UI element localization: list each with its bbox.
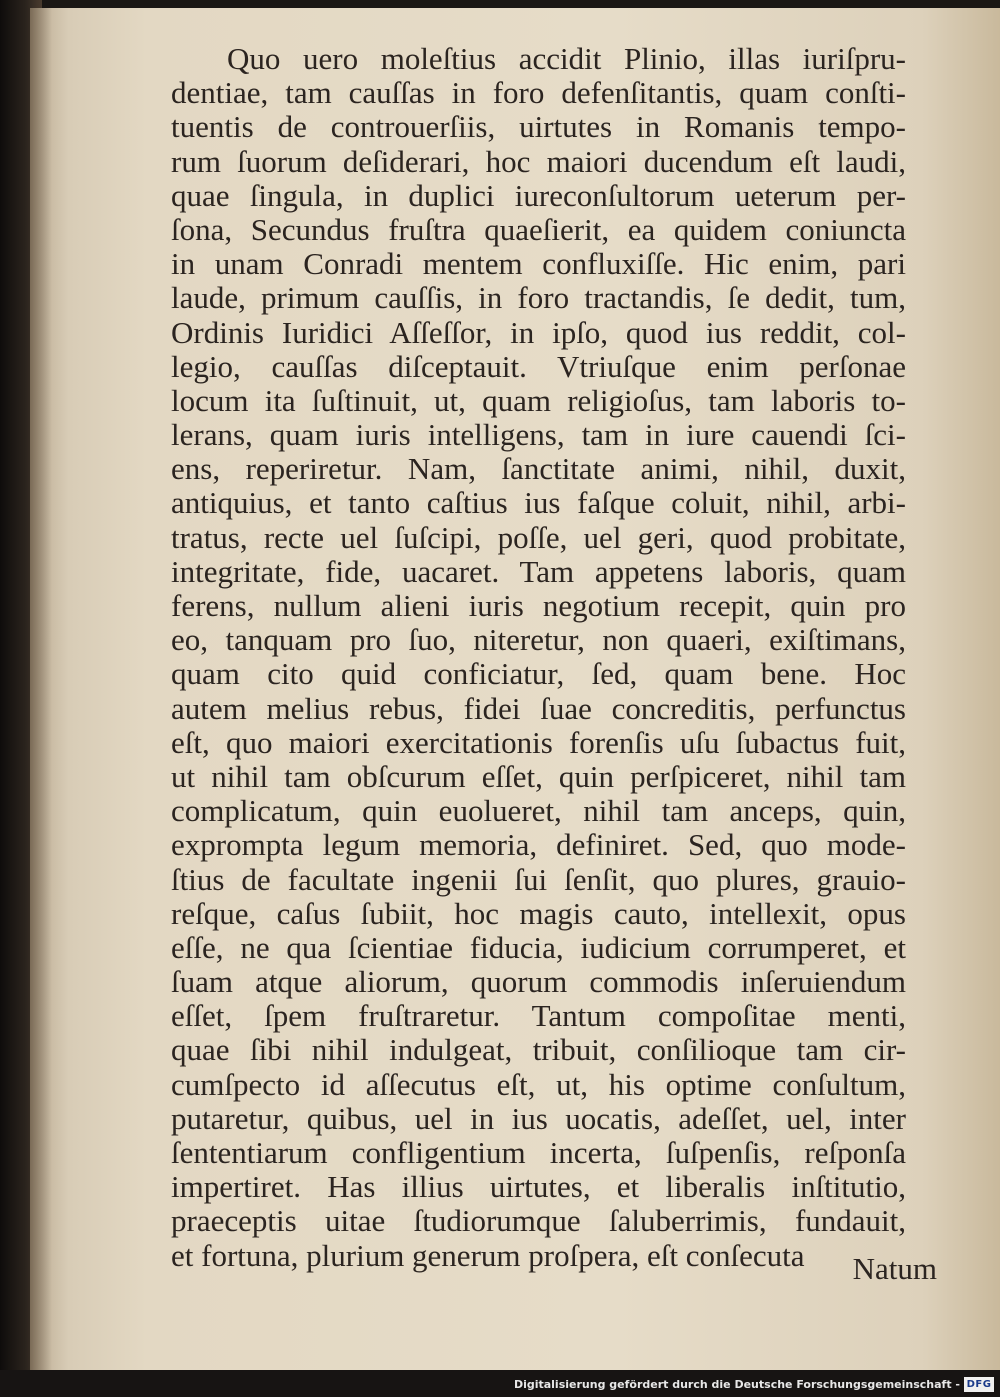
text-line: impertiret. Has illius uirtutes, et liberalis inſtitutio, (171, 1169, 906, 1205)
text-line: ut nihil tam obſcurum eſſet, quin perſpiceret, nihil tam (171, 758, 906, 794)
text-line: autem melius rebus, fidei ſuae concreditis, perfunctus (171, 690, 906, 726)
text-line: ens, reperiretur. Nam, ſanctitate animi, nihil, duxit, (171, 451, 906, 487)
text-line: quae ſingula, in duplici iureconſultorum ueterum per- (171, 177, 906, 213)
funding-credit: Digitalisierung gefördert durch die Deutsche Forschungsgemeinschaft - (513, 1378, 960, 1391)
text-line: ſtius de facultate ingenii ſui ſenſit, quo plures, grauio- (171, 861, 906, 897)
text-line: reſque, caſus ſubiit, hoc magis cauto, intellexit, opus (171, 895, 906, 931)
text-line: legio, cauſſas diſceptauit. Vtriuſque enim perſonae (171, 348, 906, 384)
text-line: quae ſibi nihil indulgeat, tribuit, conſilioque tam cir- (171, 1032, 906, 1068)
text-line: complicatum, quin euolueret, nihil tam anceps, quin, (171, 793, 906, 829)
text-line: antiquius, et tanto caſtius ius faſque coluit, nihil, arbi- (171, 485, 906, 521)
text-line: ſona, Secundus fruſtra quaeſierit, ea quidem coniuncta (171, 211, 906, 247)
text-line: eſſe, ne qua ſcientiae fiducia, iudicium corrumperet, et (171, 929, 906, 965)
text-line: dentiae, tam cauſſas in foro defenſitantis, quam conſti- (171, 75, 906, 111)
gutter-shadow (30, 8, 52, 1370)
digitization-footer (0, 1370, 1000, 1397)
catchword: Natum (852, 1251, 937, 1286)
text-line: tratus, recte uel ſuſcipi, poſſe, uel geri, quod probitate, (171, 519, 906, 555)
text-line: Quo uero moleſtius accidit Plinio, illas iuriſpru- (227, 41, 906, 76)
text-line: putaretur, quibus, uel in ius uocatis, adeſſet, uel, inter (171, 1100, 906, 1136)
text-line: cumſpecto id aſſecutus eſt, ut, his optime conſultum, (171, 1066, 906, 1102)
text-line: laude, primum cauſſis, in foro tractandis, ſe dedit, tum, (171, 280, 906, 316)
text-line: ſuam atque aliorum, quorum commodis inſeruiendum (171, 964, 906, 1000)
text-line: lerans, quam iuris intelligens, tam in iure cauendi ſci- (171, 417, 906, 453)
text-line: ferens, nullum alieni iuris negotium recepit, quin pro (171, 588, 906, 623)
text-line: exprompta legum memoria, definiret. Sed, quo mode- (171, 827, 906, 863)
text-line: locum ita ſuſtinuit, ut, quam religioſus, tam laboris to- (171, 382, 906, 418)
text-line: in unam Conradi mentem confluxiſſe. Hic enim, pari (171, 246, 906, 282)
text-line: quam cito quid conficiatur, ſed, quam bene. Hoc (171, 656, 906, 692)
text-line: Ordinis Iuridici Aſſeſſor, in ipſo, quod ius reddit, col- (171, 314, 906, 350)
text-line: ſententiarum confligentium incerta, ſuſpenſis, reſponſa (171, 1135, 906, 1170)
text-line: integritate, fide, uacaret. Tam appetens laboris, quam (171, 553, 906, 589)
text-line: praeceptis uitae ſtudiorumque ſaluberrimis, fundauit, (171, 1203, 906, 1239)
body-text (171, 42, 906, 1273)
text-line: et fortuna, plurium generum proſpera, eſt conſecuta (171, 1237, 805, 1273)
text-line: eſt, quo maiori exercitationis forenſis uſu ſubactus fuit, (171, 724, 906, 760)
text-line: tuentis de controuerſiis, uirtutes in Romanis tempo- (171, 109, 906, 145)
dfg-logo-icon: DFG (964, 1377, 994, 1392)
text-line: eſſet, ſpem fruſtraretur. Tantum compoſitae menti, (171, 998, 906, 1034)
text-line: eo, tanquam pro ſuo, niteretur, non quaeri, exiſtimans, (171, 622, 906, 658)
text-line: rum ſuorum deſiderari, hoc maiori ducendum eſt laudi, (171, 143, 906, 179)
